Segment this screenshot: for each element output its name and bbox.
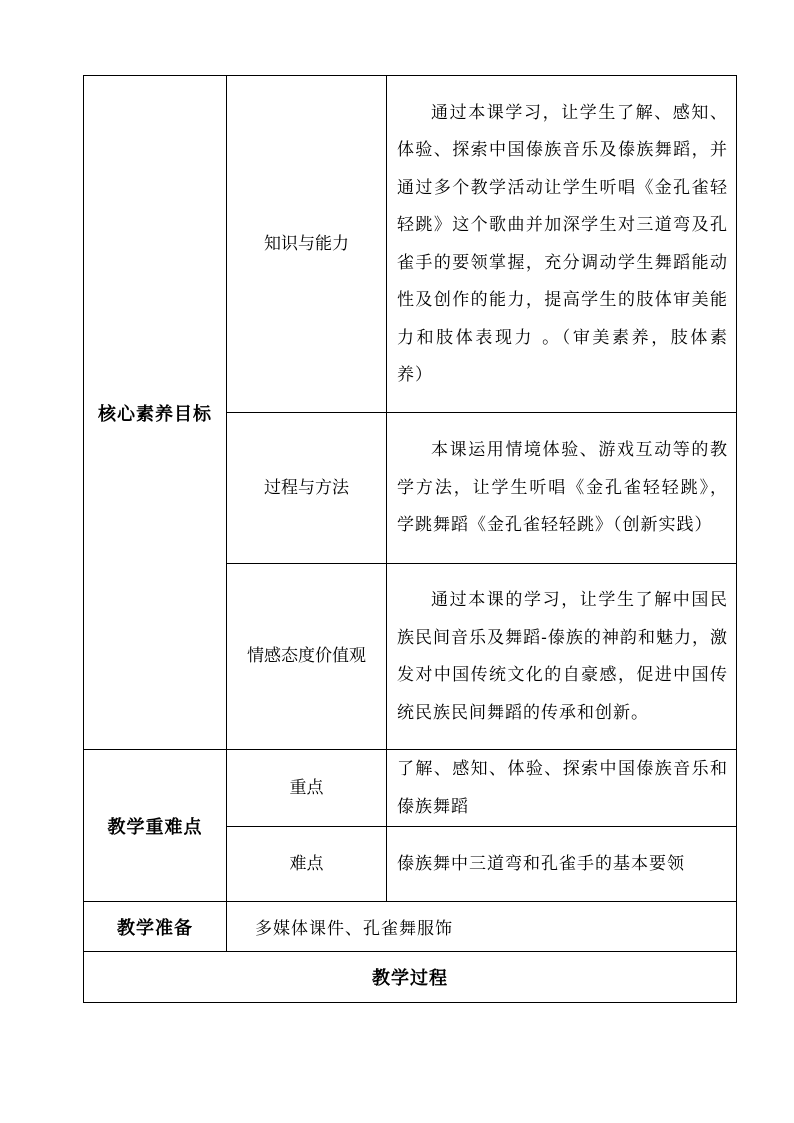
preparation-row [84,902,737,952]
preparation-heading: 教学准备 [84,902,227,952]
process-heading: 教学过程 [84,952,737,1003]
goal-text-attitude: 通过本课的学习，让学生了解中国民族民间音乐及舞蹈-傣族的神韵和魅力，激发对中国传统文化的自豪感，促进中国传统民族民间舞蹈的传承和创新。 [387,564,737,750]
keypoint-text-focus: 了解、感知、体验、探索中国傣族音乐和傣族舞蹈 [387,750,737,827]
goal-label-attitude: 情感态度价值观 [227,564,387,750]
keypoint-label-difficulty: 难点 [227,827,387,902]
keypoint-label-focus: 重点 [227,750,387,827]
keypoint-row-focus [84,750,737,827]
lesson-plan-table [83,75,737,1003]
keypoint-text-difficulty: 傣族舞中三道弯和孔雀手的基本要领 [387,827,737,902]
goal-row-knowledge [84,76,737,413]
goal-label-knowledge: 知识与能力 [227,76,387,413]
goal-label-process: 过程与方法 [227,413,387,564]
goal-text-process: 本课运用情境体验、游戏互动等的教学方法，让学生听唱《金孔雀轻轻跳》，学跳舞蹈《金孔雀轻轻跳》（创新实践） [387,413,737,564]
process-row [84,952,737,1003]
key-points-heading: 教学重难点 [84,750,227,902]
goal-text-knowledge: 通过本课学习，让学生了解、感知、体验、探索中国傣族音乐及傣族舞蹈，并通过多个教学活动让学生听唱《金孔雀轻轻跳》这个歌曲并加深学生对三道弯及孔雀手的要领掌握，充分调动学生舞蹈能动性及创作的能力，提高学生的肢体审美能力和肢体表现力 。（审美素养，肢体素养） [387,76,737,413]
core-goals-heading: 核心素养目标 [84,76,227,750]
preparation-text: 多媒体课件、孔雀舞服饰 [227,902,737,952]
